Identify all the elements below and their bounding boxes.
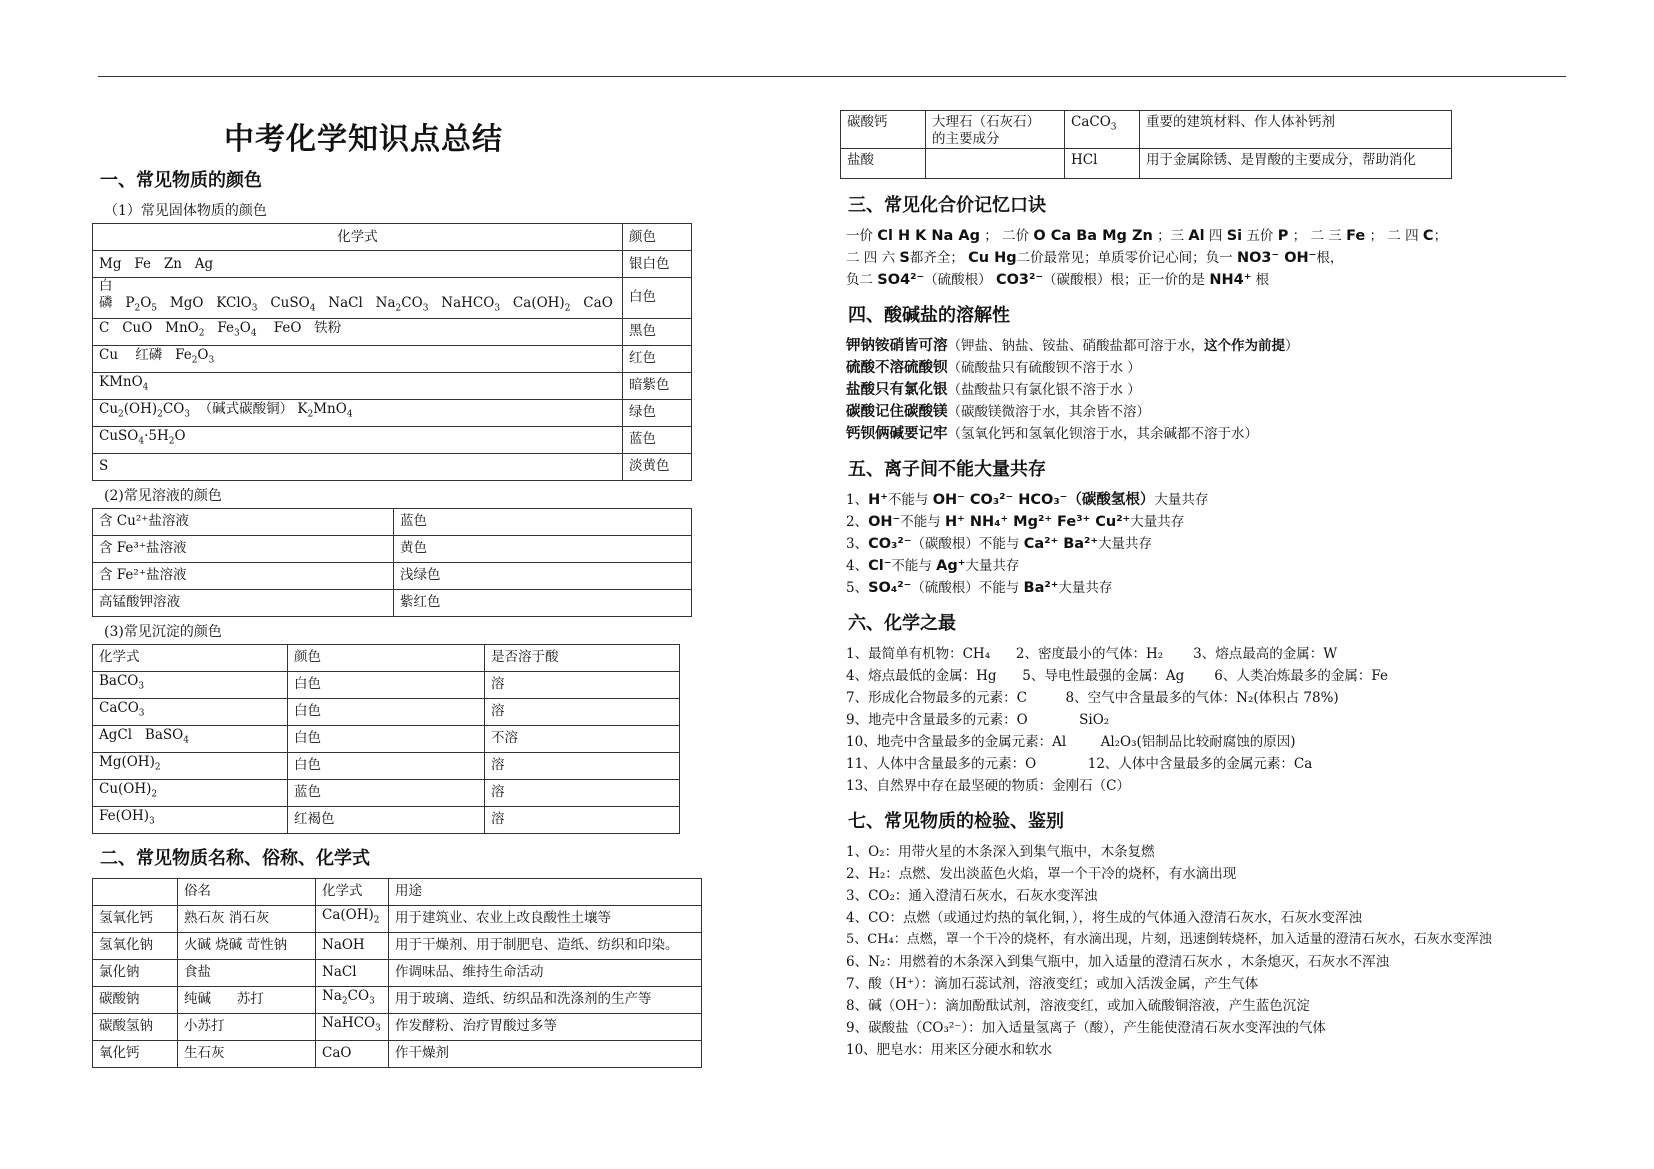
precipitate-color-caption: (3)常见沉淀的颜色 [104, 623, 222, 640]
color-cell: 黑色 [623, 318, 692, 345]
header-cell: 用途 [389, 878, 702, 905]
valence-elements: O Ca Ba Mg Zn [1033, 228, 1153, 244]
rule-note-bold: 这个作为前提 [1204, 338, 1285, 354]
ion-text: （碳酸根）不能与 [911, 536, 1024, 552]
header-cell: 颜色 [623, 224, 692, 251]
formula-cell: NaOH [316, 932, 389, 959]
table-row [93, 453, 692, 480]
table-row [93, 318, 692, 345]
valence-text: ；三 [1157, 228, 1185, 244]
ion-text: 大量共存 [1098, 536, 1153, 552]
table-row [93, 278, 692, 319]
valence-text: 二 四 六 [846, 250, 896, 266]
section-2-heading: 二、常见物质名称、俗称、化学式 [100, 847, 370, 869]
rule-note: （钾盐、钠盐、铵盐、硝酸盐都可溶于水， [947, 338, 1204, 354]
color-cell: 红褐色 [288, 806, 485, 833]
valence-text: 根 [1255, 272, 1270, 288]
header-rule [98, 76, 1566, 77]
table-row [93, 508, 692, 535]
superlative-line: 7、形成化合物最多的元素：C 8、空气中含量最多的气体：N₂(体积占 78%) [846, 690, 1339, 706]
valence-text: ； 二 四 [1369, 228, 1419, 244]
page-title: 中考化学知识点总结 [224, 122, 503, 157]
formula-cell: AgCl BaSO$_4$ [93, 725, 288, 752]
alias-cell: 生石灰 [178, 1040, 316, 1067]
valence-text: ； 二 三 [1292, 228, 1342, 244]
table-row [93, 345, 692, 372]
solid-color-table [92, 223, 692, 481]
formula-cell: CaCO$_3$ [93, 698, 288, 725]
use-cell: 用于玻璃、造纸、纺织品和洗涤剂的生产等 [389, 986, 702, 1013]
rule-note: （碳酸镁微溶于水，其余皆不溶） [947, 404, 1150, 420]
formula-cell: CaO [316, 1040, 389, 1067]
table-row [93, 905, 702, 932]
test-line: 5、CH₄：点燃，罩一个干冷的烧杯，有水滴出现，片刻，迅速倒转烧杯，加入适量的澄清石灰水，石灰水变浑浊 [846, 932, 1492, 947]
ion-text: 4、 [846, 558, 869, 574]
ion-text: 大量共存 [1154, 492, 1209, 508]
color-cell: 蓝色 [288, 779, 485, 806]
solution-cell: 含 Cu²⁺盐溶液 [93, 508, 394, 535]
valence-text: （碳酸根）根；正一价的是 [1043, 272, 1206, 288]
color-cell: 蓝色 [623, 426, 692, 453]
name-cell: 氢氧化钙 [93, 905, 178, 932]
solubility-line [846, 379, 1600, 401]
use-cell: 用于干燥剂、用于制肥皂、造纸、纺织和印染。 [389, 932, 702, 959]
valence-elements: Cl H K Na Ag [877, 228, 980, 244]
valence-elements: CO3²⁻ [995, 272, 1044, 288]
ion-text: 5、 [846, 580, 869, 596]
color-cell: 红色 [623, 345, 692, 372]
valence-text: （硫酸根） [924, 272, 992, 288]
ion-symbol: Ca²⁺ Ba²⁺ [1023, 536, 1099, 552]
table-row [93, 224, 692, 251]
header-cell: 化学式 [93, 224, 623, 251]
valence-elements: P [1277, 228, 1289, 244]
valence-text: 二价最常见；单质零价记心间；负一 [1016, 250, 1233, 266]
test-line: 7、酸（H⁺）：滴加石蕊试剂，溶液变红；或加入活泼金属，产生气体 [846, 976, 1259, 992]
alias-cell [926, 149, 1065, 179]
solubility-cell: 溶 [485, 806, 680, 833]
rule-note: （硫酸盐只有硫酸钡不溶于水 ） [947, 360, 1141, 376]
ion-symbol: SO₄²⁻ [868, 580, 912, 596]
solution-color-caption: (2)常见溶液的颜色 [104, 487, 222, 504]
rule-note: （盐酸盐只有氯化银不溶于水 ） [947, 382, 1141, 398]
formula-cell: CaCO$_3$ [1065, 111, 1140, 149]
formula-cell: $Ca(OH)_2$ [316, 905, 389, 932]
superlative-line: 4、熔点最低的金属：Hg 5、导电性最强的金属：Ag 6、人类冶炼最多的金属：Fe [846, 668, 1388, 684]
color-cell: 白色 [288, 698, 485, 725]
superlative-line: 1、最简单有机物：CH₄ 2、密度最小的气体：H₂ 3、熔点最高的金属：W [846, 646, 1338, 662]
valence-line-2 [846, 247, 1600, 269]
color-cell: 紫红色 [394, 589, 692, 616]
rule-key: 碳酸记住碳酸镁 [846, 403, 948, 420]
solubility-line [846, 423, 1600, 445]
valence-text: 根， [1316, 250, 1344, 266]
use-cell: 用于金属除锈、是胃酸的主要成分，帮助消化 [1140, 149, 1452, 179]
table-row [93, 589, 692, 616]
valence-elements: Si [1226, 228, 1243, 244]
header-cell: 化学式 [93, 644, 288, 671]
solubility-cell: 不溶 [485, 725, 680, 752]
substance-name-table-continued [840, 110, 1452, 179]
formula-cell: $CuSO_4\cdot 5H_2O$ [93, 426, 623, 453]
header-cell [93, 878, 178, 905]
solubility-cell: 溶 [485, 698, 680, 725]
valence-text: 四 [1208, 228, 1223, 244]
test-line: 2、H₂：点燃、发出淡蓝色火焰，罩一个干冷的烧杯，有水滴出现 [846, 866, 1237, 882]
solution-cell: 含 Fe³⁺盐溶液 [93, 535, 394, 562]
valence-line-1: 一价 Cl H K Na Ag ； 二价 O Ca Ba Mg Zn ；三 Al 四 Si 五价 P ； 二 三 Fe ； 二 四 C； [846, 228, 1448, 244]
ion-symbol: H⁺ NH₄⁺ Mg²⁺ Fe³⁺ Cu²⁺ [945, 514, 1131, 530]
ion-line [846, 533, 1600, 555]
precipitate-color-table [92, 644, 680, 834]
ion-text: 3、 [846, 536, 869, 552]
section-6-heading: 六、化学之最 [848, 613, 956, 634]
formula-cell: NaHCO$_3$ [316, 1013, 389, 1040]
use-cell: 作发酵粉、治疗胃酸过多等 [389, 1013, 702, 1040]
ion-line [846, 511, 1600, 533]
ion-symbol: Ag⁺ [936, 558, 966, 574]
table-row [93, 1013, 702, 1040]
alias-cell: 小苏打 [178, 1013, 316, 1040]
formula-cell: $Na_2CO_3$ [316, 986, 389, 1013]
formula-cell: $Cu_2(OH)_2CO_3$ （碱式碳酸铜） $K_2MnO_4$ [93, 399, 623, 426]
alias-line: 大理石（石灰石） [932, 114, 1040, 130]
rule-note: ） [1285, 338, 1299, 354]
table-row [93, 644, 680, 671]
formula-cell: $Cu(OH)_2$ [93, 779, 288, 806]
valence-elements: NO3⁻ OH⁻ [1236, 250, 1317, 266]
table-row [93, 562, 692, 589]
header-cell: 化学式 [316, 878, 389, 905]
formula-cell: C CuO MnO$_2$ $Fe_3O_4$ FeO 铁粉 [93, 318, 623, 345]
alias-cell: 食盐 [178, 959, 316, 986]
formula-cell: S [93, 453, 623, 480]
valence-text: 都齐全； [909, 250, 964, 266]
table-row [93, 986, 702, 1013]
ion-text: 大量共存 [1058, 580, 1113, 596]
ion-symbol: OH⁻ [868, 514, 901, 530]
ion-text: （硫酸根）不能与 [911, 580, 1024, 596]
solubility-line [846, 357, 1600, 379]
formula-cell: BaCO$_3$ [93, 671, 288, 698]
rule-key: 钙钡俩碱要记牢 [846, 425, 948, 442]
alias-cell: 纯碱 苏打 [178, 986, 316, 1013]
table-row [93, 959, 702, 986]
formula-cell: KMnO$_4$ [93, 372, 623, 399]
test-line: 8、碱（OH⁻）：滴加酚酞试剂，溶液变红，或加入硫酸铜溶液，产生蓝色沉淀 [846, 998, 1310, 1014]
formula-cell: HCl [1065, 149, 1140, 179]
valence-text: 负二 [846, 272, 873, 288]
valence-elements: Al [1188, 228, 1205, 244]
color-cell: 白色 [288, 752, 485, 779]
use-cell: 用于建筑业、农业上改良酸性土壤等 [389, 905, 702, 932]
valence-elements: SO4²⁻ [877, 272, 925, 288]
solubility-cell: 溶 [485, 671, 680, 698]
color-cell: 黄色 [394, 535, 692, 562]
valence-text: ； 二价 [984, 228, 1030, 244]
color-cell: 白色 [623, 278, 692, 319]
solution-cell: 高锰酸钾溶液 [93, 589, 394, 616]
solution-color-table [92, 508, 692, 617]
formula-cell: $Mg(OH)_2$ [93, 752, 288, 779]
solution-cell: 含 Fe²⁺盐溶液 [93, 562, 394, 589]
name-cell: 碳酸氢钠 [93, 1013, 178, 1040]
alias-line: 的主要成分 [932, 131, 1000, 147]
section-1-heading: 一、常见物质的颜色 [100, 170, 262, 191]
solid-color-caption: （1）常见固体物质的颜色 [104, 203, 267, 219]
color-cell: 浅绿色 [394, 562, 692, 589]
table-row [93, 878, 702, 905]
valence-elements: S [899, 250, 910, 266]
rule-key: 钾钠铵硝皆可溶 [846, 337, 948, 354]
color-cell: 银白色 [623, 251, 692, 278]
use-cell: 作调味品、维持生命活动 [389, 959, 702, 986]
test-line: 6、N₂：用燃着的木条深入到集气瓶中，加入适量的澄清石灰水 ，木条熄灭，石灰水不浑浊 [846, 954, 1390, 970]
valence-line-3 [846, 269, 1600, 291]
table-row [93, 806, 680, 833]
superlative-line: 11、人体中含量最多的元素：O 12、人体中含量最多的金属元素：Ca [846, 756, 1313, 772]
valence-text: 一价 [846, 228, 873, 244]
alias-cell: 熟石灰 消石灰 [178, 905, 316, 932]
section-7-heading: 七、常见物质的检验、鉴别 [848, 811, 1064, 832]
ion-line [846, 489, 1600, 511]
formula-cell: Cu 红磷 $Fe_2O_3$ [93, 345, 623, 372]
left-column [92, 108, 702, 1068]
table-row [93, 426, 692, 453]
solubility-line [846, 335, 1600, 357]
color-cell: 蓝色 [394, 508, 692, 535]
color-cell: 绿色 [623, 399, 692, 426]
name-cell: 氯化钠 [93, 959, 178, 986]
table-row [93, 1040, 702, 1067]
use-cell: 重要的建筑材料、作人体补钙剂 [1140, 111, 1452, 149]
name-cell: 碳酸钙 [841, 111, 926, 149]
ion-symbol: OH⁻ CO₃²⁻ HCO₃⁻（碳酸氢根） [932, 492, 1155, 508]
table-row [93, 932, 702, 959]
header-cell: 俗名 [178, 878, 316, 905]
table-row [93, 399, 692, 426]
ion-text: 大量共存 [965, 558, 1020, 574]
ion-line [846, 555, 1600, 577]
formula-cell: NaCl [316, 959, 389, 986]
ion-text: 2、 [846, 514, 869, 530]
name-cell: 盐酸 [841, 149, 926, 179]
solubility-cell: 溶 [485, 752, 680, 779]
color-cell: 白色 [288, 671, 485, 698]
table-row [93, 535, 692, 562]
table-row [93, 251, 692, 278]
color-cell: 暗紫色 [623, 372, 692, 399]
valence-elements: Cu Hg [968, 250, 1017, 266]
ion-line [846, 577, 1600, 599]
ion-symbol: H⁺ [868, 492, 888, 508]
solubility-cell: 溶 [485, 779, 680, 806]
superlative-line: 9、地壳中含量最多的元素：O SiO₂ [846, 712, 1110, 728]
header-cell: 是否溶于酸 [485, 644, 680, 671]
section-5-heading: 五、离子间不能大量共存 [848, 459, 1046, 480]
ion-text: 不能与 [887, 492, 933, 508]
rule-note: （氢氧化钙和氢氧化钡溶于水，其余碱都不溶于水） [947, 426, 1258, 442]
alias-cell [926, 111, 1065, 149]
table-row [93, 698, 680, 725]
header-cell: 颜色 [288, 644, 485, 671]
valence-elements: C [1422, 228, 1434, 244]
name-cell: 氧化钙 [93, 1040, 178, 1067]
table-row [841, 111, 1452, 149]
substance-name-table [92, 878, 702, 1068]
table-row [93, 372, 692, 399]
table-row [841, 149, 1452, 179]
table-row [93, 752, 680, 779]
test-line: 4、CO：点燃（或通过灼热的氧化铜，），将生成的气体通入澄清石灰水，石灰水变浑浊 [846, 910, 1362, 926]
section-3-heading: 三、常见化合价记忆口诀 [848, 195, 1046, 216]
color-cell: 白色 [288, 725, 485, 752]
test-line: 3、CO₂：通入澄清石灰水，石灰水变浑浊 [846, 888, 1098, 904]
test-line: 10、肥皂水：用来区分硬水和软水 [846, 1042, 1053, 1058]
ion-symbol: Ba²⁺ [1023, 580, 1059, 596]
formula-cell: 白磷 $P_2O_5$ MgO KClO$_3$ CuSO$_4$ NaCl $Na_2CO_3$ NaHCO$_3$ $Ca(OH)_2$ CaO [93, 278, 623, 319]
table-row [93, 779, 680, 806]
valence-elements: NH4⁺ [1209, 272, 1252, 288]
section-4-heading: 四、酸碱盐的溶解性 [848, 305, 1010, 326]
name-cell: 氢氧化钠 [93, 932, 178, 959]
ion-text: 大量共存 [1130, 514, 1185, 530]
formula-cell: $Fe(OH)_3$ [93, 806, 288, 833]
superlative-line: 10、地壳中含量最多的金属元素：Al Al₂O₃(铝制品比较耐腐蚀的原因) [846, 734, 1296, 750]
valence-elements: Fe [1346, 228, 1366, 244]
table-row [93, 671, 680, 698]
valence-text: 五价 [1246, 228, 1274, 244]
color-cell: 淡黄色 [623, 453, 692, 480]
formula-cell: Mg Fe Zn Ag [93, 251, 623, 278]
superlative-line: 13、自然界中存在最坚硬的物质：金刚石（C） [846, 778, 1131, 794]
ion-symbol: CO₃²⁻ [868, 536, 912, 552]
ion-text: 不能与 [900, 514, 946, 530]
alias-cell: 火碱 烧碱 苛性钠 [178, 932, 316, 959]
right-column [840, 110, 1600, 1061]
ion-text: 1、 [846, 492, 869, 508]
name-cell: 碳酸钠 [93, 986, 178, 1013]
ion-text: 不能与 [891, 558, 937, 574]
test-line: 1、O₂：用带火星的木条深入到集气瓶中，木条复燃 [846, 844, 1155, 860]
solubility-line [846, 401, 1600, 423]
rule-key: 硫酸不溶硫酸钡 [846, 359, 948, 376]
test-line: 9、碳酸盐（CO₃²⁻）：加入适量氢离子（酸），产生能使澄清石灰水变浑浊的气体 [846, 1020, 1326, 1036]
table-row [93, 725, 680, 752]
ion-symbol: Cl⁻ [868, 558, 892, 574]
use-cell: 作干燥剂 [389, 1040, 702, 1067]
rule-key: 盐酸只有氯化银 [846, 381, 948, 398]
